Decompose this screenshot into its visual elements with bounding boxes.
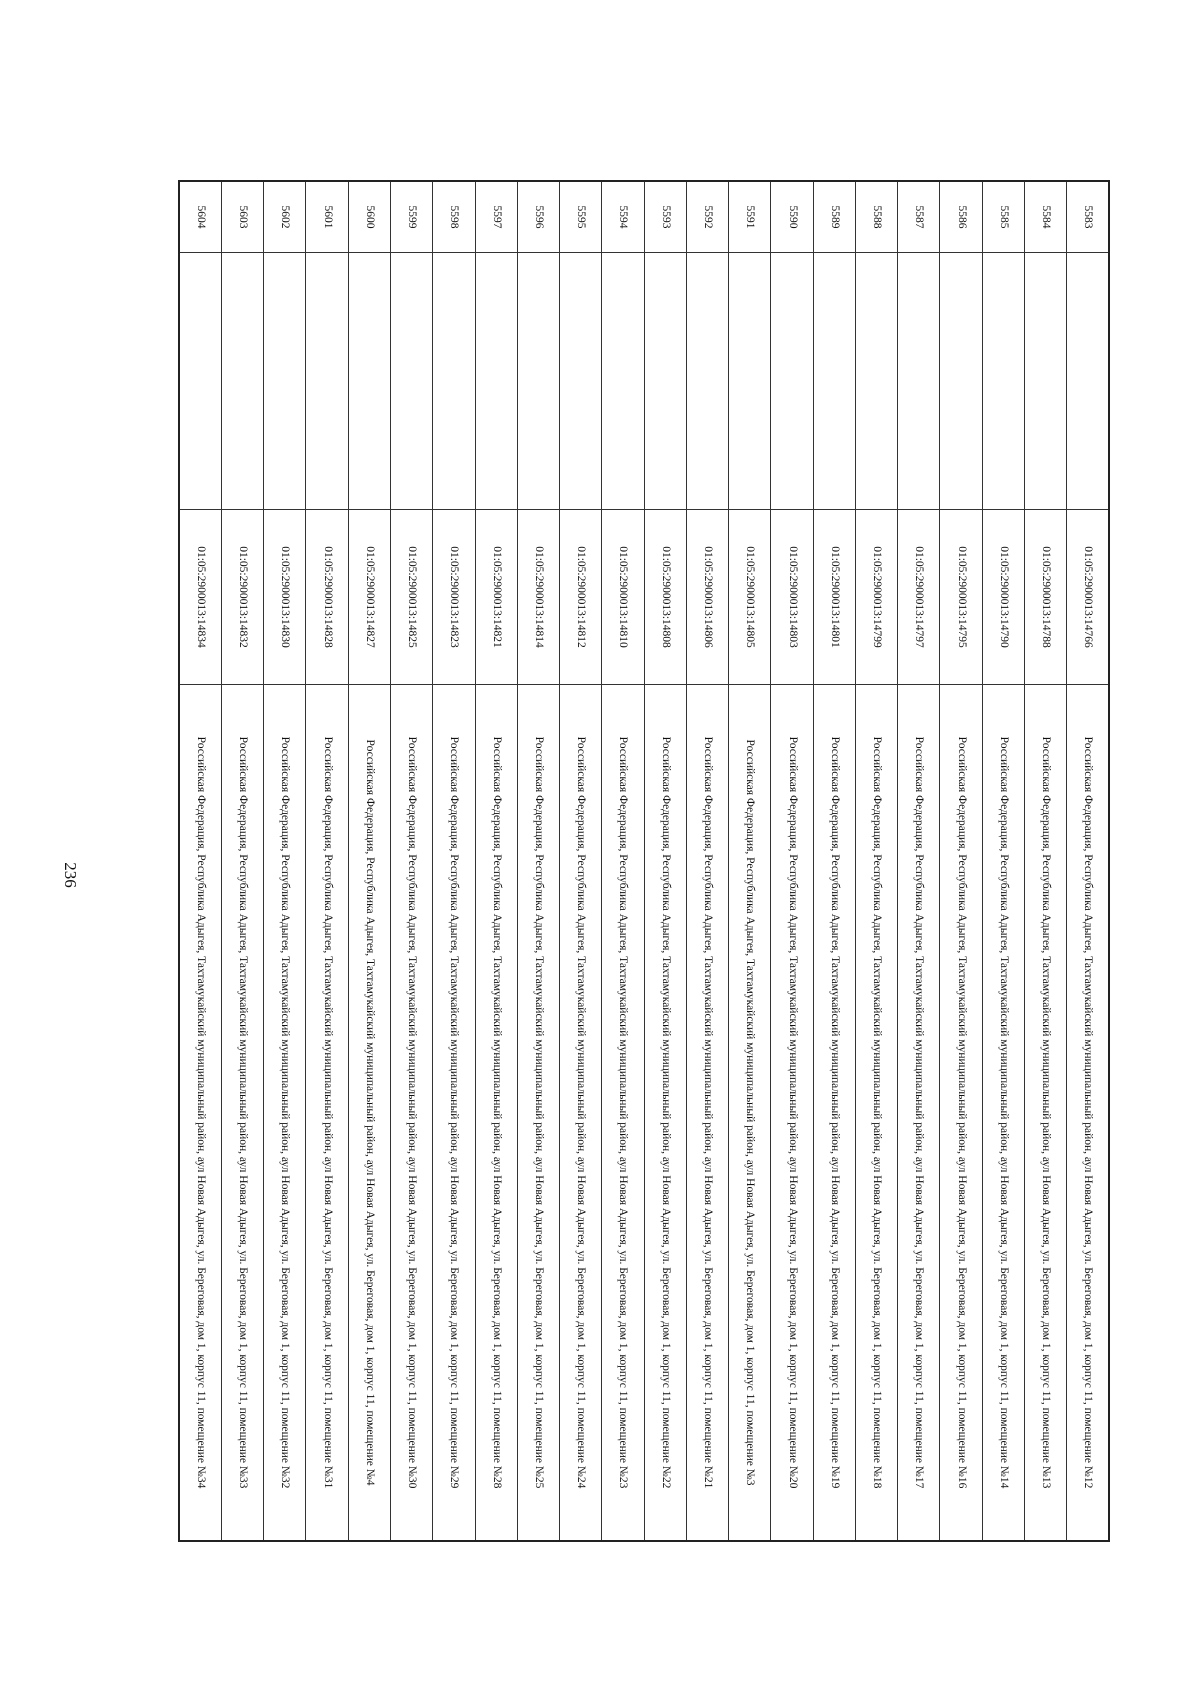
row-number-cell: 5592 xyxy=(686,181,728,253)
empty-cell xyxy=(771,253,813,510)
address-cell: Российская Федерация, Республика Адыгея, Тахтамукайский муниципальный район, аул Новая Адыгея, ул. Береговая, дом 1, корпус 11, помещение №23 xyxy=(602,685,644,1542)
empty-cell xyxy=(898,253,940,510)
table-row xyxy=(686,181,728,1541)
row-number-cell: 5594 xyxy=(602,181,644,253)
cadastral-number-cell: 01:05:2900013:14790 xyxy=(982,510,1024,685)
empty-cell xyxy=(729,253,771,510)
row-number-cell: 5601 xyxy=(306,181,348,253)
cadastral-number-cell: 01:05:2900013:14810 xyxy=(602,510,644,685)
cadastral-number-cell: 01:05:2900013:14821 xyxy=(475,510,517,685)
table-row xyxy=(1024,181,1066,1541)
table-row xyxy=(1067,181,1109,1541)
cadastral-number-cell: 01:05:2900013:14828 xyxy=(306,510,348,685)
table-row xyxy=(771,181,813,1541)
table-row xyxy=(644,181,686,1541)
cadastral-number-cell: 01:05:2900013:14805 xyxy=(729,510,771,685)
cadastral-number-cell: 01:05:2900013:14795 xyxy=(940,510,982,685)
cadastral-number-cell: 01:05:2900013:14806 xyxy=(686,510,728,685)
table-row xyxy=(264,181,306,1541)
row-number-cell: 5587 xyxy=(898,181,940,253)
address-cell: Российская Федерация, Республика Адыгея, Тахтамукайский муниципальный район, аул Новая Адыгея, ул. Береговая, дом 1, корпус 11, помещение №17 xyxy=(898,685,940,1542)
table-row xyxy=(602,181,644,1541)
row-number-cell: 5604 xyxy=(179,181,221,253)
empty-cell xyxy=(433,253,475,510)
row-number-cell: 5598 xyxy=(433,181,475,253)
row-number-cell: 5603 xyxy=(221,181,263,253)
empty-cell xyxy=(855,253,897,510)
empty-cell xyxy=(390,253,432,510)
page-number: 236 xyxy=(61,862,80,888)
empty-cell xyxy=(348,253,390,510)
empty-cell xyxy=(813,253,855,510)
table-row xyxy=(306,181,348,1541)
address-cell: Российская Федерация, Республика Адыгея, Тахтамукайский муниципальный район, аул Новая Адыгея, ул. Береговая, дом 1, корпус 11, помещение №16 xyxy=(940,685,982,1542)
address-cell: Российская Федерация, Республика Адыгея, Тахтамукайский муниципальный район, аул Новая Адыгея, ул. Береговая, дом 1, корпус 11, помещение №32 xyxy=(264,685,306,1542)
table-row xyxy=(813,181,855,1541)
address-cell: Российская Федерация, Республика Адыгея, Тахтамукайский муниципальный район, аул Новая Адыгея, ул. Береговая, дом 1, корпус 11, помещение №28 xyxy=(475,685,517,1542)
empty-cell xyxy=(644,253,686,510)
table-row xyxy=(517,181,559,1541)
table-row xyxy=(729,181,771,1541)
row-number-cell: 5595 xyxy=(560,181,602,253)
address-cell: Российская Федерация, Республика Адыгея, Тахтамукайский муниципальный район, аул Новая Адыгея, ул. Береговая, дом 1, корпус 11, помещение №12 xyxy=(1067,685,1109,1542)
row-number-cell: 5591 xyxy=(729,181,771,253)
row-number-cell: 5586 xyxy=(940,181,982,253)
empty-cell xyxy=(982,253,1024,510)
address-cell: Российская Федерация, Республика Адыгея, Тахтамукайский муниципальный район, аул Новая Адыгея, ул. Береговая, дом 1, корпус 11, помещение №20 xyxy=(771,685,813,1542)
cadastral-number-cell: 01:05:2900013:14814 xyxy=(517,510,559,685)
address-cell: Российская Федерация, Республика Адыгея, Тахтамукайский муниципальный район, аул Новая Адыгея, ул. Береговая, дом 1, корпус 11, помещение №14 xyxy=(982,685,1024,1542)
empty-cell xyxy=(179,253,221,510)
table-row xyxy=(940,181,982,1541)
cadastral-number-cell: 01:05:2900013:14766 xyxy=(1067,510,1109,685)
address-cell: Российская Федерация, Республика Адыгея, Тахтамукайский муниципальный район, аул Новая Адыгея, ул. Береговая, дом 1, корпус 11, помещение №25 xyxy=(517,685,559,1542)
table-row xyxy=(179,181,221,1541)
address-cell: Российская Федерация, Республика Адыгея, Тахтамукайский муниципальный район, аул Новая Адыгея, ул. Береговая, дом 1, корпус 11, помещение №3 xyxy=(729,685,771,1542)
table-row xyxy=(390,181,432,1541)
row-number-cell: 5590 xyxy=(771,181,813,253)
table-row xyxy=(898,181,940,1541)
empty-cell xyxy=(560,253,602,510)
empty-cell xyxy=(306,253,348,510)
empty-cell xyxy=(940,253,982,510)
row-number-cell: 5588 xyxy=(855,181,897,253)
address-cell: Российская Федерация, Республика Адыгея, Тахтамукайский муниципальный район, аул Новая Адыгея, ул. Береговая, дом 1, корпус 11, помещение №21 xyxy=(686,685,728,1542)
address-cell: Российская Федерация, Республика Адыгея, Тахтамукайский муниципальный район, аул Новая Адыгея, ул. Береговая, дом 1, корпус 11, помещение №18 xyxy=(855,685,897,1542)
empty-cell xyxy=(686,253,728,510)
address-cell: Российская Федерация, Республика Адыгея, Тахтамукайский муниципальный район, аул Новая Адыгея, ул. Береговая, дом 1, корпус 11, помещение №13 xyxy=(1024,685,1066,1542)
empty-cell xyxy=(1024,253,1066,510)
registry-table-body xyxy=(179,181,1109,1541)
cadastral-number-cell: 01:05:2900013:14788 xyxy=(1024,510,1066,685)
row-number-cell: 5593 xyxy=(644,181,686,253)
row-number-cell: 5583 xyxy=(1067,181,1109,253)
address-cell: Российская Федерация, Республика Адыгея, Тахтамукайский муниципальный район, аул Новая Адыгея, ул. Береговая, дом 1, корпус 11, помещение №30 xyxy=(390,685,432,1542)
row-number-cell: 5602 xyxy=(264,181,306,253)
table-row xyxy=(560,181,602,1541)
cadastral-number-cell: 01:05:2900013:14801 xyxy=(813,510,855,685)
cadastral-number-cell: 01:05:2900013:14830 xyxy=(264,510,306,685)
cadastral-number-cell: 01:05:2900013:14797 xyxy=(898,510,940,685)
cadastral-number-cell: 01:05:2900013:14803 xyxy=(771,510,813,685)
empty-cell xyxy=(517,253,559,510)
address-cell: Российская Федерация, Республика Адыгея, Тахтамукайский муниципальный район, аул Новая Адыгея, ул. Береговая, дом 1, корпус 11, помещение №4 xyxy=(348,685,390,1542)
row-number-cell: 5600 xyxy=(348,181,390,253)
cadastral-number-cell: 01:05:2900013:14808 xyxy=(644,510,686,685)
cadastral-number-cell: 01:05:2900013:14825 xyxy=(390,510,432,685)
address-cell: Российская Федерация, Республика Адыгея, Тахтамукайский муниципальный район, аул Новая Адыгея, ул. Береговая, дом 1, корпус 11, помещение №22 xyxy=(644,685,686,1542)
address-cell: Российская Федерация, Республика Адыгея, Тахтамукайский муниципальный район, аул Новая Адыгея, ул. Береговая, дом 1, корпус 11, помещение №33 xyxy=(221,685,263,1542)
address-cell: Российская Федерация, Республика Адыгея, Тахтамукайский муниципальный район, аул Новая Адыгея, ул. Береговая, дом 1, корпус 11, помещение №31 xyxy=(306,685,348,1542)
cadastral-number-cell: 01:05:2900013:14832 xyxy=(221,510,263,685)
table-row xyxy=(982,181,1024,1541)
empty-cell xyxy=(475,253,517,510)
table-row xyxy=(475,181,517,1541)
cadastral-number-cell: 01:05:2900013:14812 xyxy=(560,510,602,685)
row-number-cell: 5599 xyxy=(390,181,432,253)
cadastral-number-cell: 01:05:2900013:14827 xyxy=(348,510,390,685)
empty-cell xyxy=(1067,253,1109,510)
registry-table xyxy=(178,180,1110,1542)
row-number-cell: 5596 xyxy=(517,181,559,253)
empty-cell xyxy=(602,253,644,510)
address-cell: Российская Федерация, Республика Адыгея, Тахтамукайский муниципальный район, аул Новая Адыгея, ул. Береговая, дом 1, корпус 11, помещение №19 xyxy=(813,685,855,1542)
cadastral-number-cell: 01:05:2900013:14834 xyxy=(179,510,221,685)
cadastral-number-cell: 01:05:2900013:14799 xyxy=(855,510,897,685)
address-cell: Российская Федерация, Республика Адыгея, Тахтамукайский муниципальный район, аул Новая Адыгея, ул. Береговая, дом 1, корпус 11, помещение №29 xyxy=(433,685,475,1542)
registry-table-container xyxy=(180,180,1110,1542)
row-number-cell: 5585 xyxy=(982,181,1024,253)
row-number-cell: 5589 xyxy=(813,181,855,253)
cadastral-number-cell: 01:05:2900013:14823 xyxy=(433,510,475,685)
address-cell: Российская Федерация, Республика Адыгея, Тахтамукайский муниципальный район, аул Новая Адыгея, ул. Береговая, дом 1, корпус 11, помещение №24 xyxy=(560,685,602,1542)
row-number-cell: 5597 xyxy=(475,181,517,253)
table-row xyxy=(348,181,390,1541)
table-row xyxy=(221,181,263,1541)
table-row xyxy=(855,181,897,1541)
empty-cell xyxy=(264,253,306,510)
table-row xyxy=(433,181,475,1541)
row-number-cell: 5584 xyxy=(1024,181,1066,253)
empty-cell xyxy=(221,253,263,510)
address-cell: Российская Федерация, Республика Адыгея, Тахтамукайский муниципальный район, аул Новая Адыгея, ул. Береговая, дом 1, корпус 11, помещение №34 xyxy=(179,685,221,1542)
